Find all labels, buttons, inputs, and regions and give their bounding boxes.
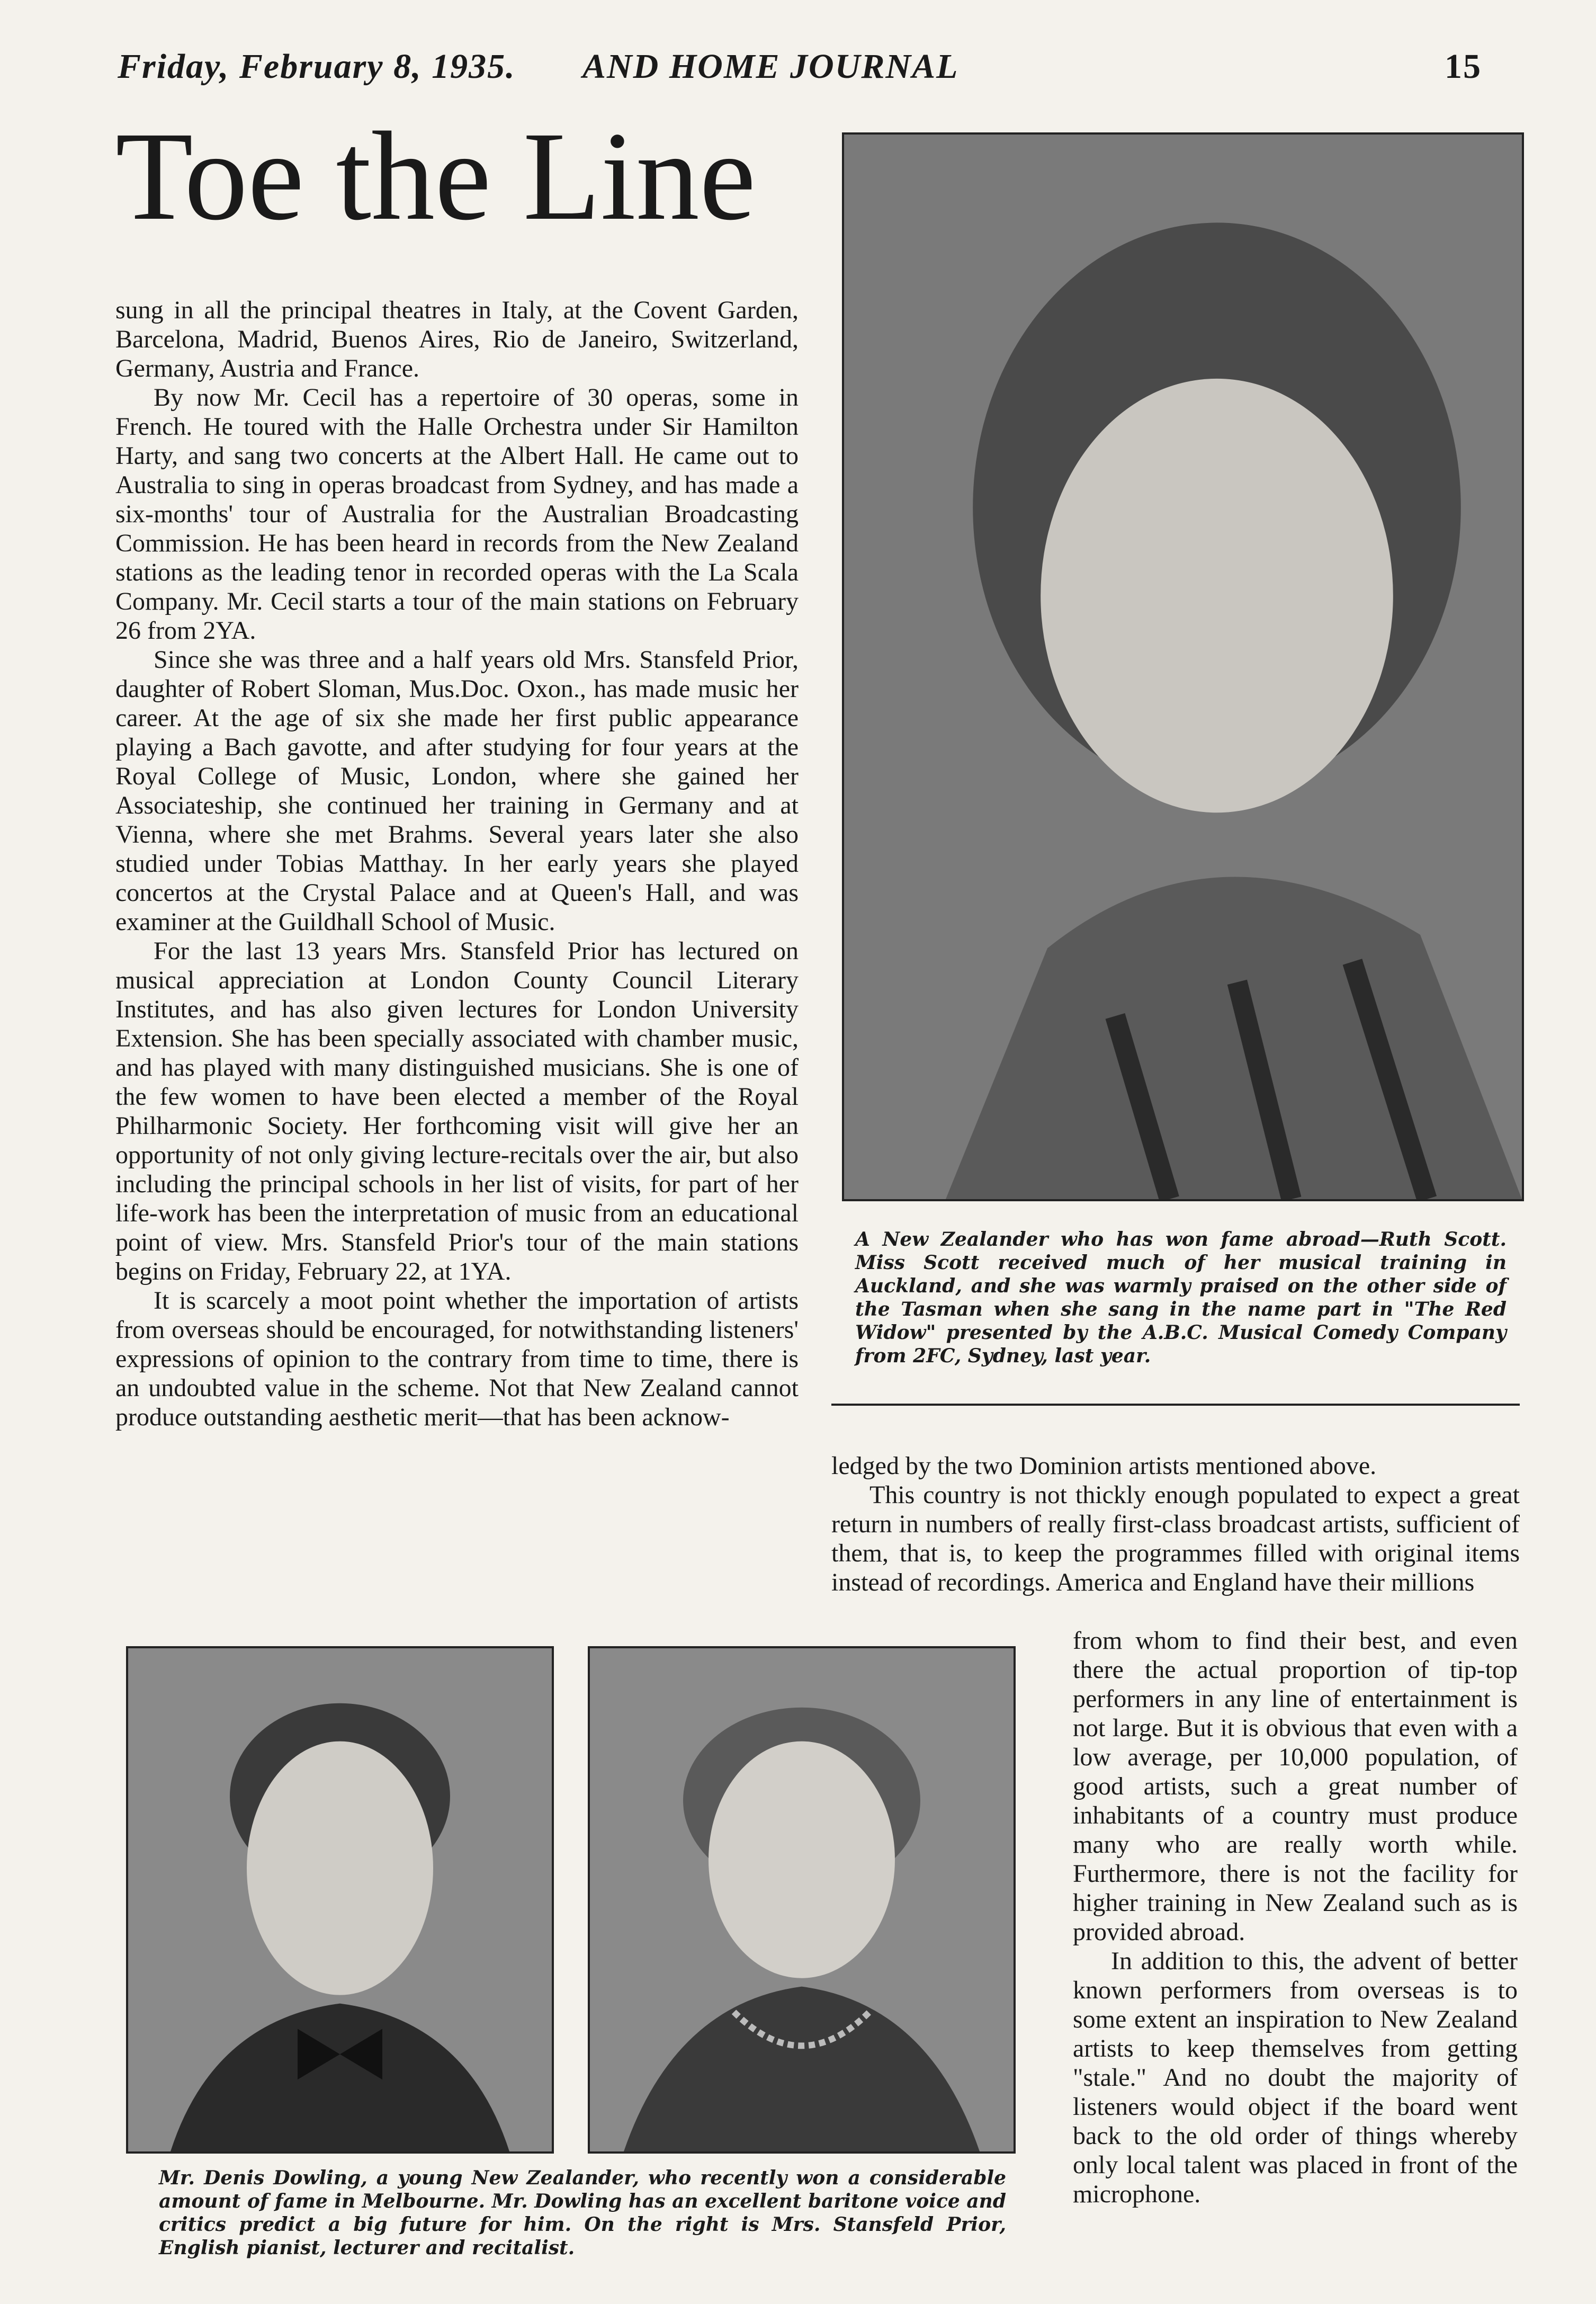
left-column [115,296,799,1432]
paragraph: from whom to find their best, and even there the actual proportion of tip-top performers in any line of entertainment is not large. But it is obvious that even with a low average, per 10,000 population, of good artists, such a great number of inhabitants of a country must produce many who are really worth while. Furthermore, there is not the facility for higher training in New Zealand such as is provided abroad. [1073,1627,1518,1946]
paragraph: This country is not thickly enough populated to expect a great return in numbers of really first-class broadcast artists, sufficient of them, that is, to keep the programmes filled with original items instead of recordings. America and England have their millions [831,1481,1520,1596]
paragraph: Since she was three and a half years old Mrs. Stansfeld Prior, daughter of Robert Sloman, Mus.Doc. Oxon., has made music her career. At the age of six she made her first public appearance playing a Bach gavotte, and after studying for four years at the Royal College of Music, London, where she gained her Associateship, she continued her training in Germany and at Vienna, where she met Brahms. Several years later she also studied under Tobias Matthay. In her early years she played concertos at the Crystal Palace and at Queen's Hall, and was examiner at the Guildhall School of Music. [115,646,799,936]
portrait-image [844,135,1522,1199]
paragraph: By now Mr. Cecil has a repertoire of 30 operas, some in French. He toured with the Halle Orchestra under Sir Hamilton Harty, and sang two concerts at the Albert Hall. He came out to Australia to sing in operas broadcast from Sydney, and has made a six-months' tour of Australia for the Australian Broadcasting Commission. He has been heard in records from the New Zealand stations as the leading tenor in recorded operas with the La Scala Company. Mr. Cecil starts a tour of the main stations on February 26 from 2YA. [115,383,799,645]
paragraph: ledged by the two Dominion artists mentioned above. [831,1452,1377,1480]
right-column-narrow [1073,1626,1518,2209]
paragraph: sung in all the principal theatres in Italy, at the Covent Garden, Barcelona, Madrid, Buenos Aires, Rio de Janeiro, Switzerland, Germany, Austria and France. [115,296,799,382]
article-title: Toe the Line [115,105,756,246]
portrait-image [590,1648,1014,2151]
paragraph: For the last 13 years Mrs. Stansfeld Prior has lectured on musical appreciation at London County Council Literary Institutes, and has also given lectures for London University Extension. She has been specially associated with chamber music, and has played with many distinguished musicians. She is one of the few women to have been elected a member of the Royal Philharmonic Society. Her forthcoming visit will give her an opportunity of not only giving lecture-recitals over the air, but also including the principal schools in her list of visits, for part of her life-work has been the interpretation of music from an educational point of view. Mrs. Stansfeld Prior's tour of the main stations begins on Friday, February 22, at 1YA. [115,937,799,1285]
denis-dowling-photo [126,1646,554,2154]
journal-name: AND HOME JOURNAL [582,47,959,86]
divider [831,1404,1520,1406]
dowling-prior-caption: Mr. Denis Dowling, a young New Zealander, who recently won a considerable amount of fame in Melbourne. Mr. Dowling has an excellent baritone voice and critics predict a big future for him. On the right is Mrs. Stansfeld Prior, English pianist, lecturer and recitalist. [159,2167,1006,2259]
issue-date: Friday, February 8, 1935. [118,47,516,86]
right-column-top [831,1451,1520,1597]
stansfeld-prior-photo [588,1646,1016,2154]
paragraph: In addition to this, the advent of better known performers from overseas is to some extent an inspiration to New Zealand artists to keep themselves from getting "stale." And no doubt the majority of listeners would object if the board went back to the old order of things whereby only local talent was placed in front of the microphone. [1073,1947,1518,2208]
portrait-image [128,1648,552,2151]
paragraph: It is scarcely a moot point whether the importation of artists from overseas should be encouraged, for notwithstanding listeners' expressions of opinion to the contrary from time to time, there is an undoubted value in the scheme. Not that New Zealand cannot produce outstanding aesthetic merit—that has been acknow- [115,1287,799,1431]
page-number: 15 [1445,47,1482,86]
ruth-scott-photo [842,132,1524,1201]
ruth-scott-caption: A New Zealander who has won fame abroad—Ruth Scott. Miss Scott received much of her musical training in Auckland, and she was warmly praised on the other side of the Tasman when she sang in the name part in "The Red Widow" presented by the A.B.C. Musical Comedy Company from 2FC, Sydney, last year. [855,1228,1507,1367]
